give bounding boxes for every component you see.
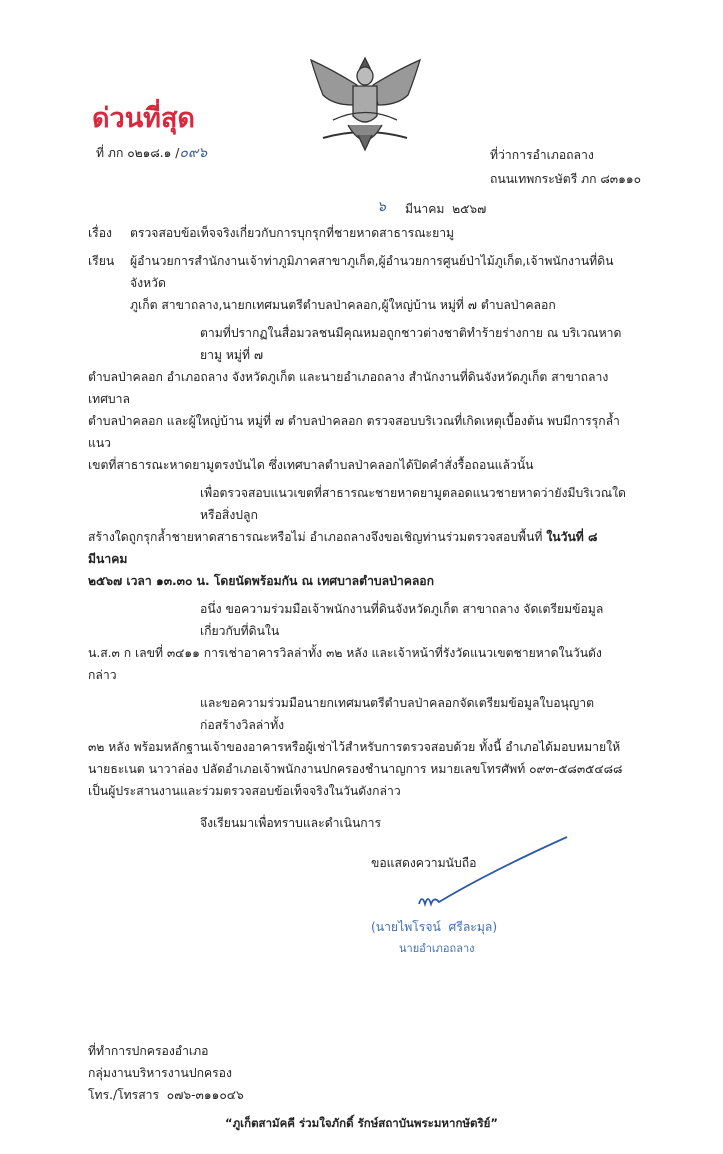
paragraph-1-line: ตามที่ปรากฏในสื่อมวลชนมีคุณหมอถูกชาวต่างชาติทำร้ายร่างกาย ณ บริเวณหาดยามู หมู่ที่ ๗ — [200, 326, 622, 362]
letter-body — [0, 222, 723, 1134]
paragraph-4-line: ๓๒ หลัง พร้อมหลักฐานเจ้าของอาคารหรือผู้เช่าไว้สำหรับการตรวจสอบด้วย ทั้งนี้ อำเภอได้มอบหมายให้ — [88, 740, 621, 754]
footer-phone: โทร./โทรสาร ๐๗๖-๓๑๑๐๔๖ — [88, 1088, 244, 1102]
date-month-year: มีนาคม ๒๕๖๗ — [405, 202, 487, 216]
date-day: ๖ — [377, 199, 386, 215]
reference-prefix: ที่ ภก ๐๒๑๘.๑ / — [96, 146, 180, 160]
paragraph-4-line: และขอความร่วมมือนายกเทศมนตรีตำบลป่าคลอกจัดเตรียมข้อมูลใบอนุญาตก่อสร้างวิลล่าทั้ง — [200, 696, 594, 732]
paragraph-4-line: นายธะเนต นาวาล่อง ปลัดอำเภอเจ้าพนักงานปกครองชำนาญการ หมายเลขโทรศัพท์ ๐๙๓-๕๘๓๕๔๘๘ — [88, 762, 623, 776]
letter-footer — [88, 1040, 628, 1134]
office-address: ถนนเทพกระษัตรี ภก ๘๓๑๑๐ — [490, 172, 642, 186]
subject-label: เรื่อง — [88, 226, 112, 240]
paragraph-4 — [88, 692, 628, 802]
subject-text: ตรวจสอบข้อเท็จจริงเกี่ยวกับการบุกรุกที่ชายหาดสาธารณะยามู — [130, 226, 455, 240]
paragraph-3 — [88, 598, 628, 686]
recipient-line: ผู้อำนวยการสำนักงานเจ้าท่าภูมิภาคสาขาภูเก็ต,ผู้อำนวยการศูนย์ป่าไม้ภูเก็ต,เจ้าพนักงานที่ดินจังหวัด — [130, 254, 614, 290]
meeting-time-place: ๒๕๖๗ เวลา ๑๓.๓๐ น. โดยนัดพร้อมกัน ณ เทศบาลตำบลป่าคลอก — [88, 574, 435, 588]
recipient-label: เรียน — [88, 254, 115, 268]
paragraph-2 — [88, 482, 628, 592]
paragraph-3-line: น.ส.๓ ก เลขที่ ๓๔๑๑ การเช่าอาคารวิลล่าทั้ง ๓๒ หลัง และเจ้าหน้าที่รังวัดแนวเขตชายหาดในวันดังกล่าว — [88, 646, 602, 682]
paragraph-2-text: สร้างใดถูกรุกล้ำชายหาดสาธารณะหรือไม่ อำเภอถลางจึงขอเชิญท่านร่วมตรวจสอบพื้นที่ — [88, 530, 543, 544]
signatory-position: นายอำเภอถลาง — [399, 942, 475, 955]
paragraph-3-line: อนึ่ง ขอความร่วมมือเจ้าพนักงานที่ดินจังหวัดภูเก็ต สาขาถลาง จัดเตรียมข้อมูลเกี่ยวกับที่ดินใน — [200, 602, 604, 638]
signature-block — [371, 852, 628, 970]
office-name: ที่ว่าการอำเภอถลาง — [490, 148, 594, 162]
recipient-line: ภูเก็ต สาขาถลาง,นายกเทศมนตรีตำบลป่าคลอก,ผู้ใหญ่บ้าน หมู่ที่ ๗ ตำบลป่าคลอก — [130, 298, 556, 312]
paragraph-1-line: เขตที่สาธารณะหาดยามูตรงบันได ซึ่งเทศบาลตำบลป่าคลอกได้ปิดคำสั่งรื้อถอนแล้วนั้น — [88, 458, 534, 472]
footer-department: ที่ทำการปกครองอำเภอ — [88, 1044, 209, 1058]
meeting-date: ในวันที่ ๘ มีนาคม — [88, 530, 598, 566]
closing-text: จึงเรียนมาเพื่อทราบและดำเนินการ — [200, 816, 382, 830]
paragraph-4-line: เป็นผู้ประสานงานและร่วมตรวจสอบข้อเท็จจริงในวันดังกล่าว — [88, 784, 401, 798]
paragraph-1-line: ตำบลป่าคลอก อำเภอถลาง จังหวัดภูเก็ต และนายอำเภอถลาง สำนักงานที่ดินจังหวัดภูเก็ต สาขาถลาง เทศบาล — [88, 370, 609, 406]
letter-header — [0, 0, 723, 222]
subject-row — [88, 222, 628, 244]
paragraph-1 — [88, 322, 628, 476]
paragraph-2-line — [88, 526, 628, 570]
paragraph-2-line: เพื่อตรวจสอบแนวเขตที่สาธารณะชายหาดยามูตลอดแนวชายหาดว่ายังมีบริเวณใดหรือสิ่งปลูก — [200, 486, 626, 522]
reference-number — [96, 144, 207, 162]
reference-handwritten: ๐๙๖ — [179, 145, 208, 161]
recipient-row — [88, 250, 628, 316]
footer-slogan: “ภูเก็ตสามัคคี ร่วมใจภักดิ์ รักษ์สถาบันพระมหากษัตริย์” — [225, 1116, 498, 1130]
garuda-emblem-icon — [303, 50, 428, 155]
regards-text: ขอแสดงความนับถือ — [371, 856, 477, 870]
paragraph-1-line: ตำบลป่าคลอก และผู้ใหญ่บ้าน หมู่ที่ ๗ ตำบลป่าคลอก ตรวจสอบบริเวณที่เกิดเหตุเบื้องต้น พบมีการรุกล้ำแนว — [88, 414, 620, 450]
urgency-stamp: ด่วนที่สุด — [92, 103, 195, 134]
footer-group: กลุ่มงานบริหารงานปกครอง — [88, 1066, 232, 1080]
recipient-lines — [130, 250, 628, 316]
signatory-name: (นายไพโรจน์ ศรีละมุล) — [371, 920, 498, 934]
